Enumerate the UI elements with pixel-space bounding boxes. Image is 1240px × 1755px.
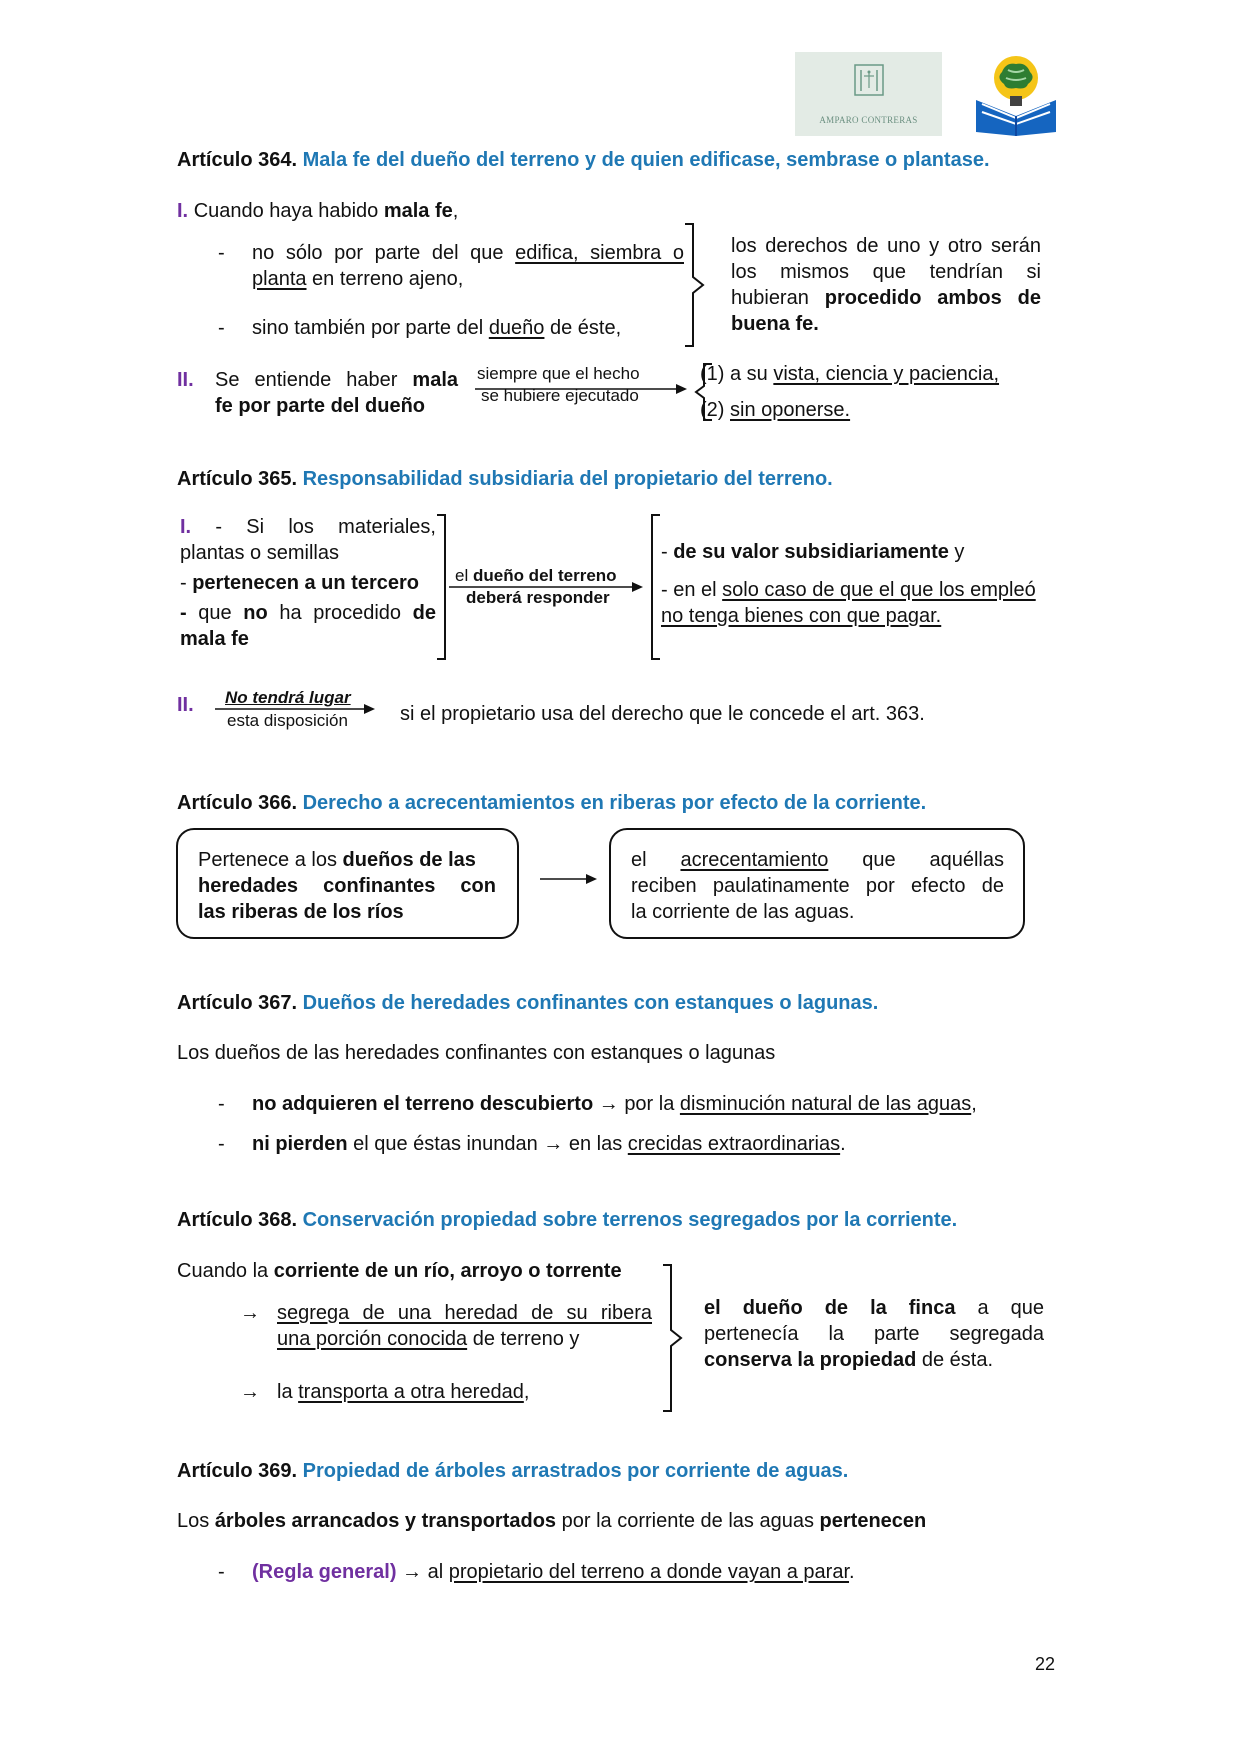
a368-item-2 [277,1379,529,1405]
bullet-dash: - [218,1093,225,1115]
a367-bullet-2 [252,1131,846,1157]
scales-pillar-icon [851,62,887,98]
a366-right-text [631,847,1004,925]
text-underlined: sin oponerse. [730,399,851,421]
text-line: plantas o semillas [180,542,339,564]
text: Cuando la [177,1260,274,1282]
article-number: Artículo 368. [177,1209,298,1231]
article-title: Mala fe del dueño del terreno y de quien edificase, sembrase o plantase. [302,149,990,171]
text: - Si los materiales, [191,516,436,538]
text-line [704,1295,1044,1321]
article-title: Derecho a acrecentamientos en riberas por efecto de la corriente. [302,792,927,814]
text-underlined: solo caso de que el que los empleó [722,579,1036,601]
a364-item-1 [252,240,684,266]
amparo-logo [795,52,942,136]
a365-right-line-2 [661,577,1036,603]
text: hubieran [731,287,825,309]
text: la [277,1381,299,1403]
text-underlined: propietario del terreno a donde vayan a parar [448,1561,850,1583]
text: - en el [661,579,723,601]
arrow-right-icon [473,383,693,397]
article-365-heading [177,466,833,492]
bullet-dash: - [218,1561,225,1583]
text-line [180,600,436,626]
text: , [523,1381,530,1403]
text-bold: procedido ambos de [824,287,1041,309]
text-bold: heredades confinantes con [198,875,496,897]
text-underlined: acrecentamiento [680,849,829,871]
text-line: pertenecía la parte segregada [704,1323,1044,1345]
a364-item-1-cont [252,266,463,292]
text-underlined: planta [252,268,307,290]
arrow-label-bottom: deberá responder [466,588,610,607]
article-title: Dueños de heredades confinantes con estanques o lagunas. [302,992,879,1014]
a368-intro [177,1258,622,1284]
text-line [277,1326,652,1352]
text: (1) a su [700,363,774,385]
text-underlined: crecidas extraordinarias [627,1133,841,1155]
text: ha procedido [267,602,413,624]
text: Se entiende haber [215,369,413,391]
article-title: Conservación propiedad sobre terrenos segregados por la corriente. [302,1209,958,1231]
text-bold: no adquieren el terreno descubierto [252,1093,594,1115]
page-number: 22 [1035,1654,1056,1674]
arrow-icon: → [537,1133,569,1155]
article-number: Artículo 364. [177,149,298,171]
a365-II-text: si el propietario usa del derecho que le concede el art. 363. [400,703,925,725]
text: . [840,1133,846,1155]
text: el que éstas inundan [347,1133,538,1155]
a366-left-text [198,847,496,925]
text-bold: mala fe [180,628,249,650]
a364-option-1 [700,361,999,387]
text: - [180,572,193,594]
text: . [849,1561,855,1583]
text-line: los mismos que tendrían si [731,261,1041,283]
right-brace [435,513,449,661]
text: no sólo por parte del que [252,242,516,264]
a369-intro [177,1508,926,1534]
article-number: Artículo 367. [177,992,298,1014]
text-bold: de [412,602,436,624]
text-bold: corriente de un río, arroyo o torrente [273,1260,622,1282]
text: de ésta. [916,1349,994,1371]
text-line [180,514,436,540]
text: el [631,849,647,871]
text: en terreno ajeno, [306,268,464,290]
a367-bullet-1 [252,1091,977,1117]
text-bold: fe por parte del dueño [215,395,426,417]
text-bold: buena fe. [731,313,819,335]
text-bold: mala fe [383,200,453,222]
article-title: Propiedad de árboles arrastrados por corriente de aguas. [302,1460,849,1482]
text-underlined: disminución natural de las aguas [679,1093,972,1115]
text-line: reciben paulatinamente por efecto de [631,875,1004,897]
a365-left-block [180,514,436,652]
article-367-heading [177,990,878,1016]
text: al [427,1561,449,1583]
text: de éste, [544,317,622,339]
arrow-label-top: No tendrá lugar [225,688,351,707]
text: Cuando haya habido [193,200,384,222]
text-bold: de su valor subsidiariamente [673,541,949,563]
a364-II-text [215,367,458,419]
text: - [661,541,674,563]
text-bold: el dueño de la finca [704,1297,956,1319]
text: de terreno y [467,1328,580,1350]
article-number: Artículo 365. [177,468,298,490]
text-bold: ni pierden [252,1133,348,1155]
text: a que [955,1297,1044,1319]
a364-item-2 [252,315,621,341]
text-line: los derechos de uno y otro serán [731,235,1041,257]
text-line [704,1347,1044,1373]
roman-numeral: I. [180,516,192,538]
text-underlined: una porción conocida [277,1328,468,1350]
article-number: Artículo 366. [177,792,298,814]
arrow-icon: → [593,1093,625,1115]
arrow-icon: → [396,1561,428,1583]
text-bold: dueños de las [342,849,476,871]
arrow-icon: → [240,1302,260,1324]
text-bold: no [243,602,268,624]
text: el [455,566,473,585]
article-364-heading [177,147,990,173]
text-underlined: segrega de una heredad de su ribera [277,1302,652,1324]
text: por la [624,1093,680,1115]
text: que [198,602,244,624]
text: (2) [700,399,730,421]
text-bold: conserva la propiedad [704,1349,917,1371]
article-number: Artículo 369. [177,1460,298,1482]
article-366-heading [177,790,926,816]
article-369-heading [177,1458,848,1484]
text-underlined: no tenga bienes con que pagar. [661,605,942,627]
bullet-dash: - [218,242,225,264]
article-368-heading [177,1207,957,1233]
article-title: Responsabilidad subsidiaria del propietario del terreno. [302,468,833,490]
text-bold: pertenecen a un tercero [192,572,419,594]
a365-right-line-3 [661,603,941,629]
text-line [215,367,458,393]
text-bold: árboles arrancados y transportados [214,1510,557,1532]
book-lightbulb-icon [972,50,1060,138]
a368-item-1 [277,1300,652,1352]
a368-right-text [704,1295,1044,1373]
text: sino también por parte del [252,317,489,339]
arrow-icon: → [240,1381,260,1403]
a364-option-2 [700,397,850,423]
arrow-label-bottom: se hubiere ejecutado [481,386,639,405]
text: que aquéllas [862,849,1004,871]
text: Pertenece a los [198,849,343,871]
text-bold: las riberas de los ríos [198,901,404,923]
right-brace [661,1263,685,1413]
text: , [971,1093,977,1115]
a364-section-I [177,198,458,224]
text-line [631,847,1004,873]
text: y [948,541,965,563]
text-bold: pertenecen [819,1510,927,1532]
roman-numeral: II. [177,694,194,716]
text-line [277,1300,652,1326]
logo-text: AMPARO CONTRERAS [819,115,918,125]
text-line [198,847,496,873]
text-underlined: transporta a otra heredad [298,1381,524,1403]
left-brace [648,513,662,661]
bullet-dash: - [218,1133,225,1155]
text-underlined: edifica, siembra o [515,242,684,264]
text-bold: dueño del terreno [472,566,617,585]
text-line [731,285,1041,311]
text-bold: (Regla general) [252,1561,397,1583]
a369-bullet-1 [252,1559,855,1585]
a365-right-line-1 [661,539,964,565]
a364-right-text [731,233,1041,337]
right-brace [683,222,707,348]
text: por la corriente de las aguas [556,1510,820,1532]
text: , [452,200,459,222]
roman-numeral: II. [177,369,194,391]
text: Los [177,1510,215,1532]
text: en las [568,1133,628,1155]
text-bold: - [180,602,199,624]
bullet-dash: - [218,317,225,339]
arrow-label-top: siempre que el hecho [477,364,640,383]
arrow-label-bottom: esta disposición [227,711,348,730]
arrow-right-icon [540,874,602,886]
text-bold: mala [412,369,458,391]
text-line: la corriente de las aguas. [631,901,855,923]
a367-intro: Los dueños de las heredades confinantes con estanques o lagunas [177,1042,776,1064]
text-underlined: vista, ciencia y paciencia, [773,363,1000,385]
text-line [180,570,436,596]
roman-numeral: I. [177,200,189,222]
text-underlined: dueño [488,317,545,339]
